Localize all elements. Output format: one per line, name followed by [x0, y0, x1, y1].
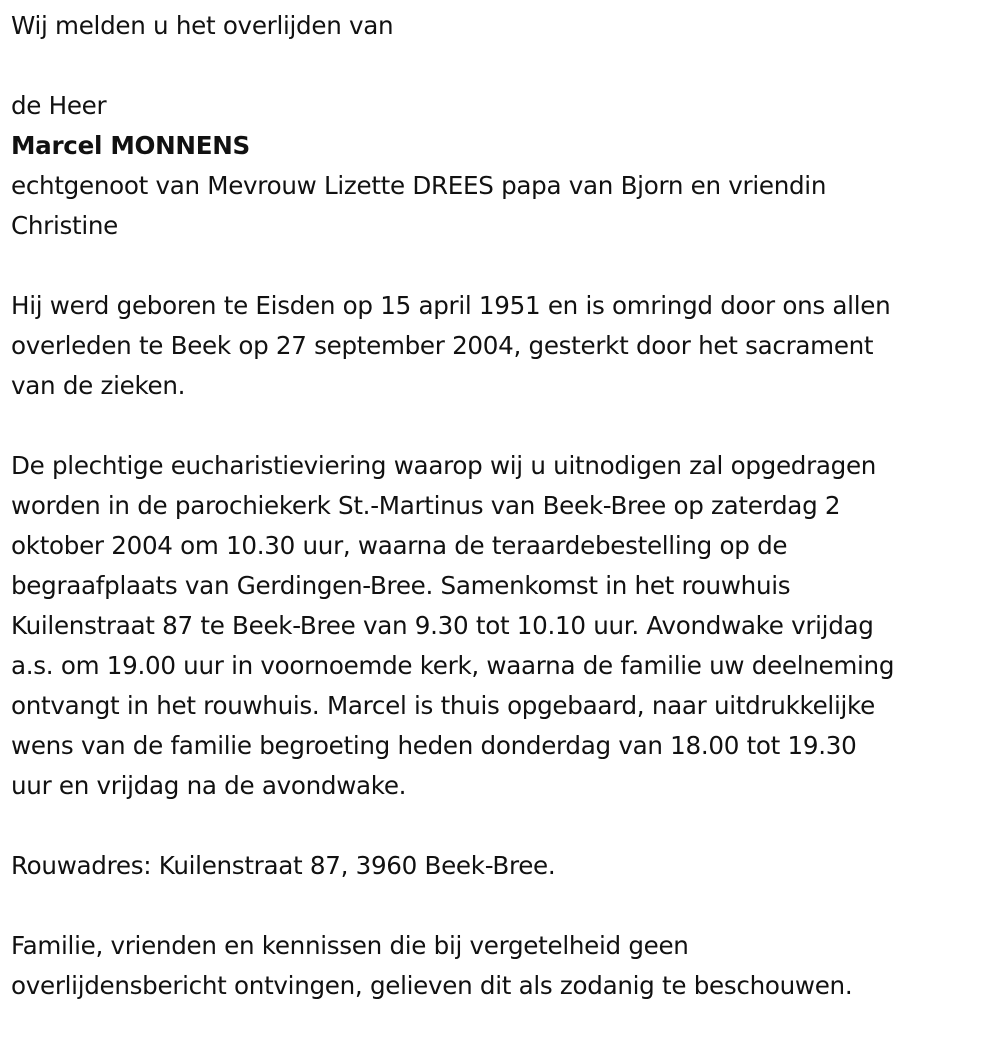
spacer: [11, 246, 991, 286]
ceremony-paragraph: De plechtige eucharistieviering waarop wij u uitnodigen zal opgedragen worden in de parochiekerk St.-Martinus van Beek-Bree op zaterdag 2 oktober 2004 om 10.30 uur, waarna de teraardebestelling op de begraafplaats van Gerdingen-Bree. Samenkomst in het rouwhuis Kuilenstraat 87 te Beek-Bree van 9.30 tot 10.10 uur. Avondwake vrijdag a.s. om 19.00 uur in voornoemde kerk, waarna de familie uw deelneming ontvangt in het rouwhuis. Marcel is thuis opgebaard, naar uitdrukkelijke wens van de familie begroeting heden donderdag van 18.00 tot 19.30 uur en vrijdag na de avondwake.: [11, 451, 895, 800]
deceased-name: Marcel MONNENS: [11, 131, 250, 160]
spacer: [11, 46, 991, 86]
mourning-address: Rouwadres: Kuilenstraat 87, 3960 Beek-Bree.: [11, 851, 556, 880]
relation-text: echtgenoot van Mevrouw Lizette DREES papa van Bjorn en vriendin Christine: [11, 171, 827, 240]
intro-text: Wij melden u het overlijden van: [11, 11, 394, 40]
spacer: [11, 806, 991, 846]
death-notice: [11, 6, 991, 1006]
birth-death-paragraph: Hij werd geboren te Eisden op 15 april 1951 en is omringd door ons allen overleden te Beek op 27 september 2004, gesterkt door het sacrament van de zieken.: [11, 291, 891, 400]
spacer: [11, 886, 991, 926]
closing-paragraph: Familie, vrienden en kennissen die bij vergetelheid geen overlijdensbericht ontvingen, gelieven dit als zodanig te beschouwen.: [11, 931, 853, 1000]
honorific: de Heer: [11, 91, 107, 120]
spacer: [11, 406, 991, 446]
